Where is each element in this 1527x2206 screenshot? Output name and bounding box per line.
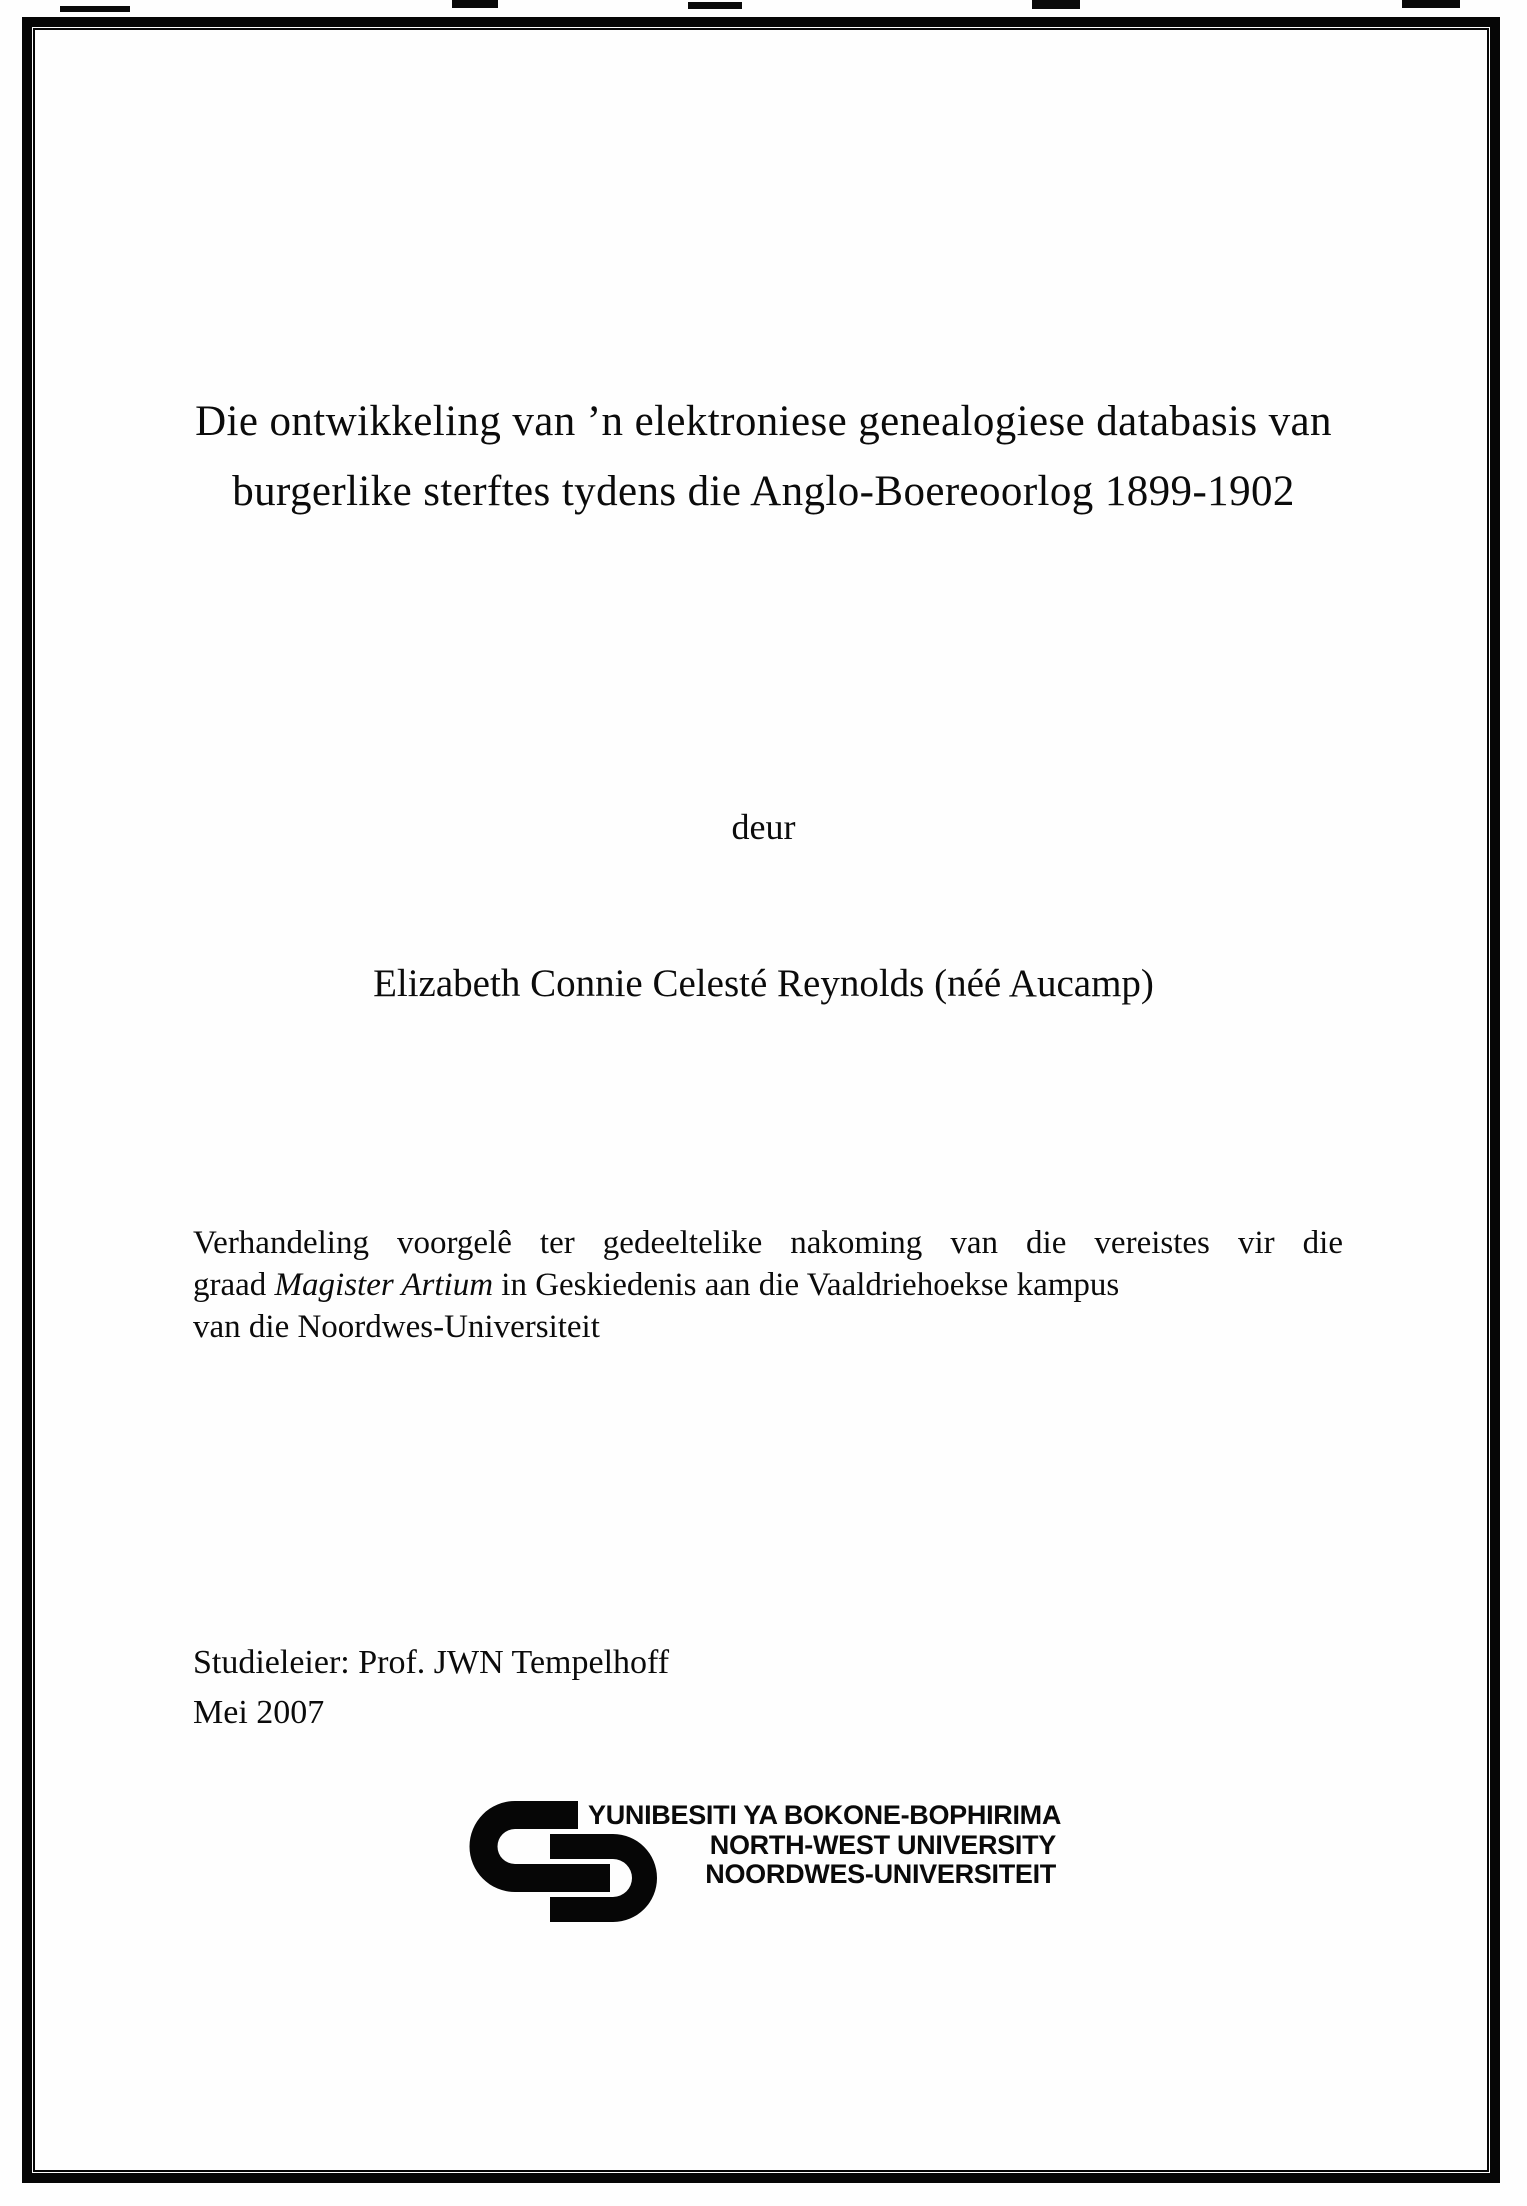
degree-name: Magister Artium [274,1267,494,1303]
scan-artifact [452,0,498,8]
logo-text-setswana: YUNIBESITI YA BOKONE-BOPHIRIMA [588,1800,1062,1830]
supervisor-block [193,1638,669,1738]
thesis-title-line-1: Die ontwikkeling van ’n elektroniese genealogiese databasis van [195,398,1332,445]
scan-artifact [1032,0,1080,9]
scan-artifact [688,2,742,9]
submission-line-2 [193,1264,1343,1306]
submission-line-3: van die Noordwes-Universiteit [193,1309,600,1345]
date-line: Mei 2007 [193,1694,325,1731]
nwu-logo-text [588,1800,1062,1890]
scan-artifact [1402,0,1460,8]
logo-text-afrikaans: NOORDWES-UNIVERSITEIT [705,1859,1056,1889]
supervisor-line: Studieleier: Prof. JWN Tempelhoff [193,1644,670,1681]
submission-statement [193,1222,1343,1348]
logo-text-english: NORTH-WEST UNIVERSITY [709,1829,1056,1860]
submission-line-1: Verhandeling voorgelê ter gedeeltelike nakoming van die vereistes vir die [193,1225,1343,1261]
thesis-title-line-2: burgerlike sterftes tydens die Anglo-Boereoorlog 1899-1902 [232,468,1295,515]
author-name: Elizabeth Connie Celesté Reynolds (néé Aucamp) [373,962,1154,1005]
submission-line-2-post: in Geskiedenis aan die Vaaldriehoekse kampus [493,1267,1120,1303]
byline-label: deur [731,807,796,847]
submission-line-2-pre: graad [193,1267,275,1303]
scan-artifact [60,6,130,12]
